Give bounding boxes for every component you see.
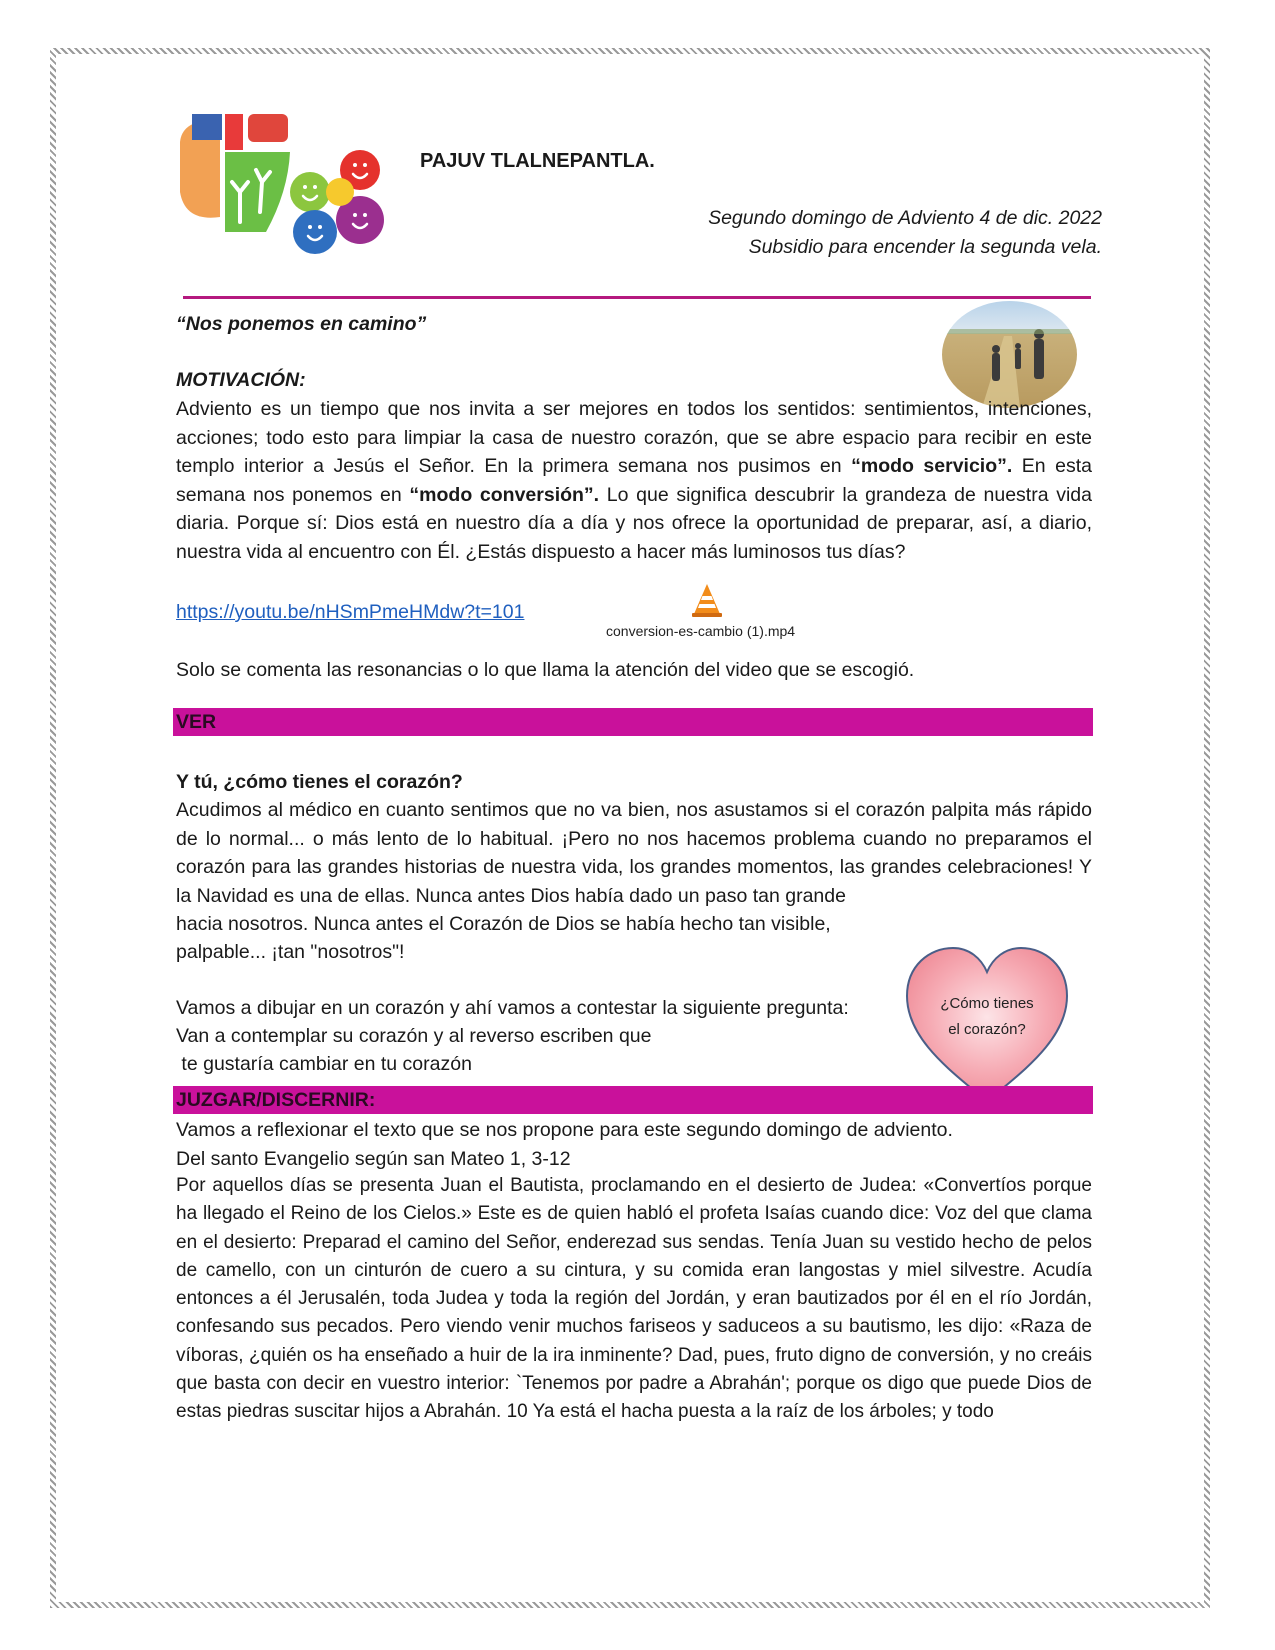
section-ver: VER — [173, 708, 1093, 736]
ver-line-c: Vamos a dibujar en un corazón y ahí vamos a contestar la siguiente pregunta: — [176, 997, 849, 1019]
gospel-text: Por aquellos días se presenta Juan el Bautista, proclamando en el desierto de Judea: «Convertíos porque ha llegado el Reino de los Cielos.» Este es de quien habló el profeta Isaías cuando dice: Voz del que clama en el desierto: Preparad el camino del Señor, enderezad sus sendas. Tenía Juan su vestido hecho de pelos de camello, con un cinturón de cuero a su cintura, y su comida eran langostas y miel silvestre. Acudía entonces a él Jerusalén, toda Judea y toda la región del Jordán, y eran bautizados por él en el río Jordán, confesando sus pecados. Pero viendo venir muchos fariseos y saduceos a su bautismo, les dijo: «Raza de víboras, ¿quién os ha enseñado a huir de la ira inminente? Dad, pues, fruto digno de conversión, y no creáis que basta con decir en vuestro interior: `Tenemos por padre a Abrahán'; porque os digo que puede Dios de estas piedras suscitar hijos a Abrahán. 10 Ya está el hacha puesta a la raíz de los árboles; y todo — [176, 1175, 1092, 1423]
pajuv-logo — [170, 112, 400, 262]
modo-conversion: “modo conversión”. — [409, 483, 600, 506]
video-comment: Solo se comenta las resonancias o lo que llama la atención del video que se escogió. — [176, 659, 915, 681]
motivacion-paragraph — [176, 395, 1092, 566]
motivacion-text-2: En esta semana nos ponemos en — [176, 455, 1093, 506]
subtitle-line-1: Segundo domingo de Adviento 4 de dic. 2022 — [708, 207, 1102, 229]
modo-servicio: “modo servicio”. — [851, 455, 1013, 477]
ver-paragraph: Acudimos al médico en cuanto sentimos que no va bien, nos asustamos si el corazón palpita más rápido de lo normal... o más lento de lo habitual. ¡Pero no nos hacemos problema cuando no preparamos el corazón para las grandes historias de nuestra vida, los grandes momentos, las grandes celebraciones! Y la Navidad es una de ellas. Nunca antes Dios había dado un paso tan grande — [176, 799, 1092, 907]
ver-line-a: hacia nosotros. Nunca antes el Corazón de Dios se había hecho tan visible, — [176, 913, 831, 935]
section-juzgar: JUZGAR/DISCERNIR: — [173, 1086, 1093, 1114]
header-divider — [183, 296, 1091, 299]
juzgar-intro: Vamos a reflexionar el texto que se nos propone para este segundo domingo de adviento. — [176, 1119, 953, 1141]
vlc-file-icon[interactable] — [690, 582, 724, 618]
ver-line-d: Van a contemplar su corazón y al reverso escriben que — [176, 1025, 652, 1047]
ver-line-b: palpable... ¡tan "nosotros"! — [176, 941, 405, 963]
video-link-wrap — [176, 598, 524, 627]
motivacion-text-1: Adviento es un tiempo que nos invita a ser mejores en todos los sentidos: sentimientos, intenciones, acciones; todo esto para limpiar la casa de nuestro corazón, que se abre espacio para recibir en este templo interior a Jesús el Señor. En la primera semana nos pusimos en — [176, 398, 1092, 477]
heart-label-1: ¿Cómo tienes — [940, 995, 1034, 1012]
heart-label-2: el corazón? — [948, 1021, 1026, 1038]
ver-question: Y tú, ¿cómo tienes el corazón? — [176, 771, 463, 793]
subtitle-line-2: Subsidio para encender la segunda vela. — [748, 236, 1102, 258]
theme-title: “Nos ponemos en camino” — [176, 313, 427, 335]
ver-line-e: te gustaría cambiar en tu corazón — [176, 1053, 472, 1075]
heart-shape — [903, 944, 1071, 1104]
youtube-link[interactable]: https://youtu.be/nHSmPmeHMdw?t=101 — [176, 601, 525, 623]
gospel-reference: Del santo Evangelio según san Mateo 1, 3-12 — [176, 1148, 571, 1170]
video-file-label[interactable]: conversion-es-cambio (1).mp4 — [606, 623, 796, 639]
motivacion-heading: MOTIVACIÓN: — [176, 369, 306, 391]
org-name: PAJUV TLALNEPANTLA. — [420, 150, 655, 172]
motivacion-text-3: Lo que significa descubrir la grandeza de nuestra vida diaria. Porque sí: Dios está en nuestro día a día y nos ofrece la oportunidad de preparar, así, a diario, nuestra vida al encuentro con Él. ¿Estás dispuesto a hacer más luminosos tus días? — [176, 483, 1092, 563]
header-subtitle — [708, 204, 1102, 262]
